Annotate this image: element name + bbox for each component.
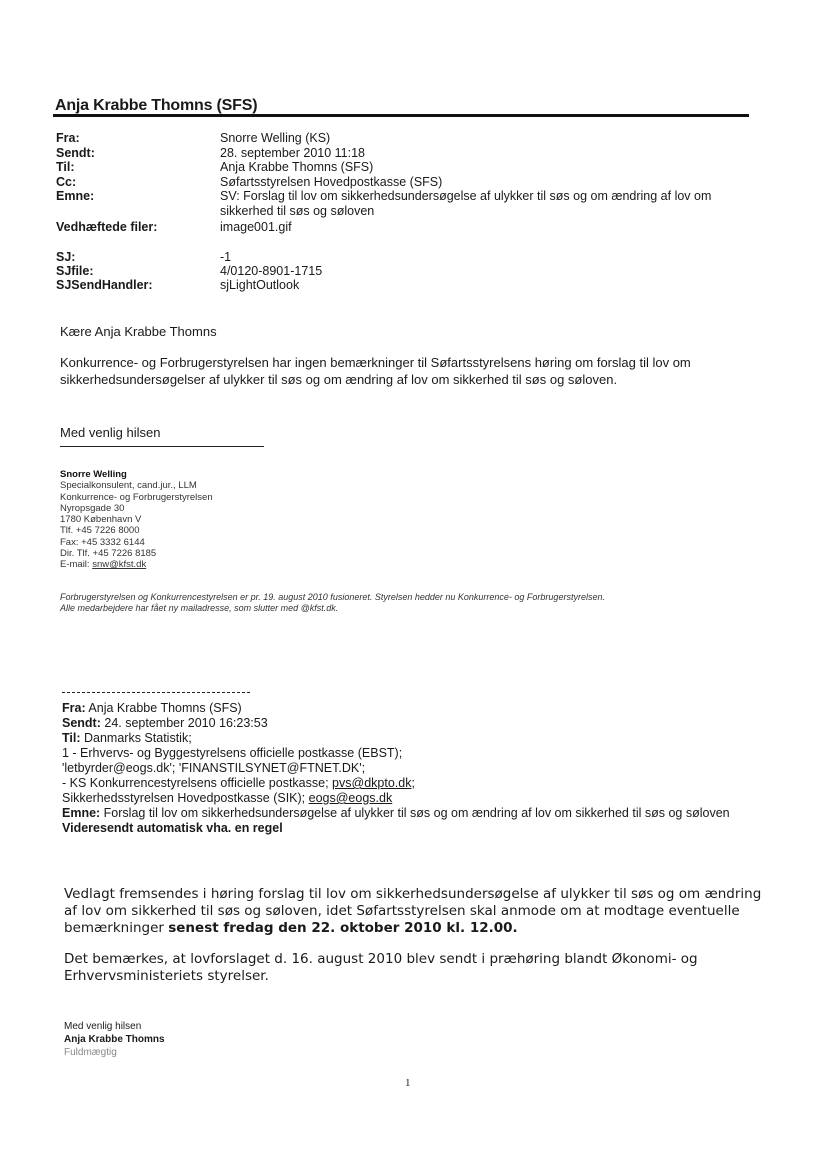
header-subject-row [56,189,756,221]
sj-label: SJ: [56,250,76,264]
fw-subject-label: Emne: [62,806,101,820]
sjfile-label: SJfile: [56,264,94,278]
fw-recipient-4-link[interactable]: eogs@eogs.dk [308,791,393,805]
forward-separator [62,692,250,693]
attachment-file[interactable]: image001.gif [220,220,292,234]
subject-value: SV: Forslag til lov om sikkerhedsundersøgelse af ulykker til søs og om ændring af lov om sikkerhed til søs og søloven [220,189,712,218]
cc-label: Cc: [56,175,77,189]
fw-subject-line [62,806,732,821]
fw-recipient-3-end: ; [411,776,415,790]
signature-phone: Tlf. +45 7226 8000 [60,525,140,537]
fw-recipient-3-link[interactable]: pvs@dkpto.dk [332,776,412,790]
fw-sent-value: 24. september 2010 16:23:53 [100,716,268,730]
merger-notice-line2: Alle medarbejdere har fået ny mailadresse, som slutter med @kfst.dk. [60,603,339,613]
letter-p1-text: Vedlagt fremsendes i høring forslag til lov om sikkerhedsundersøgelse af ulykker til søs og om ændring af lov om sikkerhed til søs og søloven, idet Søfartsstyrelsen skal anmode om at modtage eventuelle bemærkninger [64,886,762,936]
letter-closing: Med venlig hilsen [64,1021,142,1032]
signature-street: Nyropsgade 30 [60,502,125,514]
fw-to-label: Til: [62,731,81,745]
letter-closing-block [64,1020,165,1059]
sent-value: 28. september 2010 11:18 [220,146,366,160]
fw-sent-label: Sendt: [62,716,101,730]
document-title: Anja Krabbe Thomns (SFS) [55,97,258,114]
signature-title: Specialkonsulent, cand.jur., LLM [60,480,197,492]
fw-recipient-1: 1 - Erhvervs- og Byggestyrelsens officielle postkasse (EBST); [62,746,403,760]
fw-sent-line [62,716,732,731]
fw-to-value: Danmarks Statistik; [80,731,192,745]
fw-from-label: Fra: [62,701,86,715]
subject-label: Emne: [56,189,95,203]
merger-notice-line1: Forbrugerstyrelsen og Konkurrencestyrelsen er pr. 19. august 2010 fusioneret. Styrelsen hedder nu Konkurrence- og Forbrugerstyrelsen. [60,592,605,602]
fw-recipient-3-text: - KS Konkurrencestyrelsens officielle postkasse; [62,776,333,790]
body-paragraph: Konkurrence- og Forbrugerstyrelsen har ingen bemærkninger til Søfartsstyrelsens høring om forslag til lov om sikkerhedsundersøgelser af ulykker til søs og om ændring af lov om sikkerhed til søs og søloven. [60,355,691,387]
greeting: Kære Anja Krabbe Thomns [60,324,217,339]
from-value: Snorre Welling (KS) [220,131,331,145]
fw-to-line [62,731,732,746]
signature-direct-phone: Dir. Tlf. +45 7226 8185 [60,548,157,560]
title-rule [53,114,749,117]
fw-recipient-4 [62,791,732,806]
sj-value: -1 [220,250,232,264]
signature-email-label: E-mail: [60,559,93,571]
fw-recipient-4-text: Sikkerhedsstyrelsen Hovedpostkasse (SIK); [62,791,309,805]
signature-email-line [60,559,213,570]
fw-recipient-3 [62,776,732,791]
signature-rule [60,446,264,447]
signature-name: Snorre Welling [60,469,127,480]
cc-value: Søfartsstyrelsen Hovedpostkasse (SFS) [220,175,443,189]
letter-deadline: senest fredag den 22. oktober 2010 kl. 12.00. [168,920,518,936]
sent-label: Sendt: [56,146,95,160]
signature-block [60,469,213,571]
signature-fax: Fax: +45 3332 6144 [60,536,145,548]
page-number: 1 [405,1077,411,1089]
letter-paragraph-1 [64,886,764,937]
letter-paragraph-2: Det bemærkes, at lovforslaget d. 16. august 2010 blev sendt i præhøring blandt Økonomi- og Erhvervsministeriets styrelser. [64,951,698,984]
sjsendhandler-value: sjLightOutlook [220,278,300,292]
letter-signer-name: Anja Krabbe Thomns [64,1034,165,1045]
sjsendhandler-label: SJSendHandler: [56,278,153,292]
merger-notice [60,592,760,614]
signature-email-link[interactable]: snw@kfst.dk [92,559,147,571]
letter-signer-role: Fuldmægtig [64,1047,117,1058]
fw-subject-value: Forslag til lov om sikkerhedsundersøgelse af ulykker til søs og om ændring af lov om sikkerhed til søs og søloven [100,806,730,820]
signature-org: Konkurrence- og Forbrugerstyrelsen [60,491,213,503]
fw-from-value: Anja Krabbe Thomns (SFS) [85,701,242,715]
sjfile-value: 4/0120-8901-1715 [220,264,323,278]
fw-from-line [62,701,732,716]
fw-recipient-2: 'letbyrder@eogs.dk'; 'FINANSTILSYNET@FTNET.DK'; [62,761,366,775]
attachments-label: Vedhæftede filer: [56,220,158,234]
fw-auto-forward-note: Videresendt automatisk vha. en regel [62,821,283,835]
signature-city: 1780 København V [60,514,142,526]
from-label: Fra: [56,131,80,145]
forwarded-header [62,701,732,836]
closing: Med venlig hilsen [60,425,161,440]
to-value: Anja Krabbe Thomns (SFS) [220,160,374,174]
to-label: Til: [56,160,75,174]
